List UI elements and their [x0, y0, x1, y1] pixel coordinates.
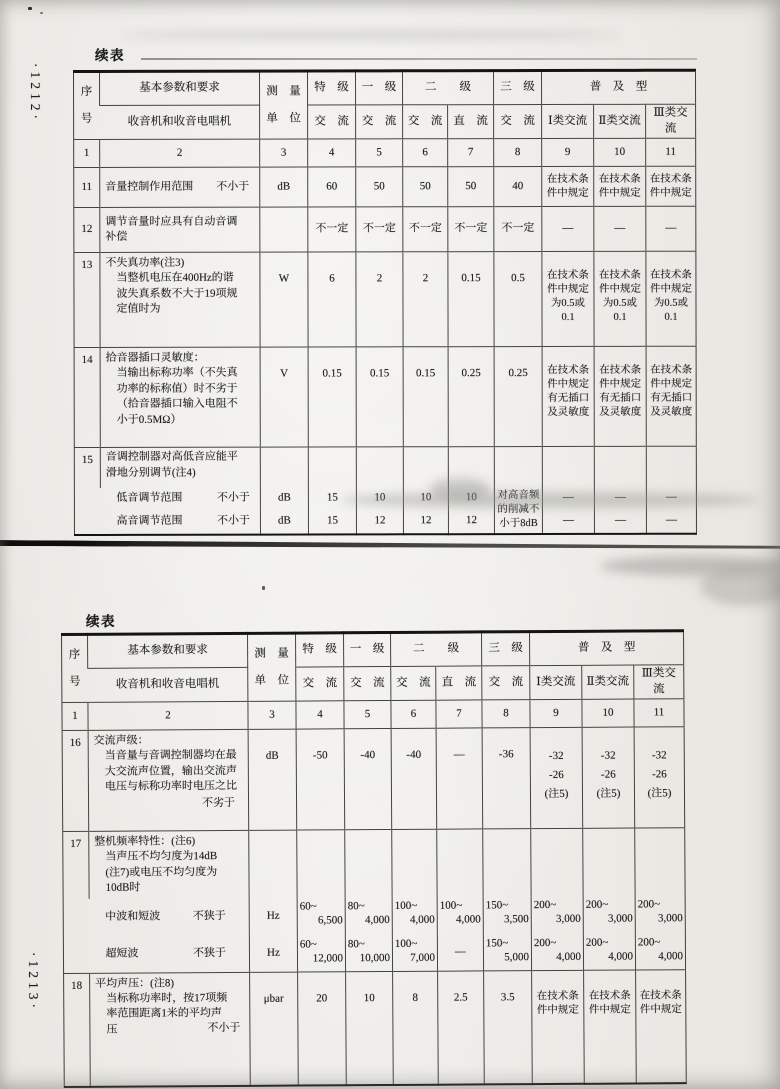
header-row-1: [74, 70, 696, 105]
popular-value-cell: -32 -26 (注5): [530, 727, 583, 828]
row-serial: 11: [74, 167, 100, 207]
table-row-17-title: [63, 828, 685, 899]
dash-cell: —: [542, 487, 594, 509]
header-grade-special: 特 级: [296, 633, 344, 667]
col-number: 3: [260, 139, 308, 167]
value-cell: 0.25: [494, 347, 542, 447]
header-unit-top: 测 量: [266, 85, 301, 98]
parameter-cell: 超短波 不狭于: [105, 946, 226, 960]
header-device-types: 收音机和收音电唱机: [100, 105, 260, 139]
tech-condition-cell: 在技术条 件中规定 有无插口 及灵敏度: [646, 346, 696, 446]
empty-cell: [635, 828, 685, 895]
empty-cell: [646, 446, 696, 487]
scan-speck: [262, 586, 265, 590]
dash-cell: —: [646, 206, 696, 251]
table-row-17-mw-sw: [63, 895, 685, 937]
range-cell: 200~ 4,000: [531, 933, 583, 970]
col-number: 4: [308, 139, 356, 167]
empty-cell: [345, 829, 392, 896]
unit-cell: Hz: [249, 897, 297, 935]
col-number: 1: [62, 702, 88, 730]
parameter-cell: 中波和短波 不狭于: [105, 909, 226, 923]
unit-cell: dB: [260, 167, 308, 207]
row-serial: 13: [74, 252, 100, 347]
header-row-2: [62, 665, 684, 703]
unit-cell: dB: [260, 488, 308, 510]
third-grade-note-cell: 对高音频 的削减不 小于8dB: [494, 487, 542, 534]
header-serial-bottom: 号: [80, 112, 93, 125]
col-number: 11: [634, 699, 684, 727]
header-class2-ac: Ⅱ类交流: [582, 665, 634, 699]
tech-condition-cell: 在技术条 件中规定 有无插口 及灵敏度: [594, 346, 646, 446]
parameter-cell: 整机频率特性：(注6) 当声压不均匀度为14dB (注7)或电压不均匀度为 10dB时: [89, 830, 249, 898]
table-row-17-usw: [63, 933, 685, 973]
value-cell: 0.15: [448, 252, 494, 347]
value-cell: 8: [393, 971, 439, 1085]
tech-condition-cell: 在技术条 件中规定: [532, 970, 585, 1084]
header-grade-third: 三 级: [482, 632, 530, 666]
header-grade-second: 二 级: [391, 632, 482, 667]
empty-cell: [356, 447, 403, 488]
empty-cell: [437, 829, 483, 896]
range-cell: 200~ 3,000: [583, 895, 635, 933]
col-number: 5: [344, 700, 391, 728]
col-number: 2: [88, 701, 248, 730]
dash-cell: —: [542, 206, 594, 251]
page-split-fold-line: [0, 540, 780, 550]
value-cell: 不一定: [494, 207, 542, 252]
header-unit-bottom: 单 位: [266, 112, 301, 125]
value-cell: 不一定: [403, 207, 448, 252]
row-serial: 18: [64, 973, 91, 1087]
table-row-11: [74, 166, 696, 207]
caption-rule: [141, 58, 697, 60]
col-number: 8: [494, 139, 542, 167]
value-cell: 6: [308, 252, 356, 347]
col-number: 6: [403, 139, 448, 167]
empty-cell: [308, 447, 356, 488]
range-cell: 200~ 4,000: [635, 933, 685, 970]
range-cell: 60~ 12,000: [297, 935, 345, 972]
header-ac: 交 流: [494, 105, 542, 139]
value-cell: 2: [356, 252, 403, 347]
header-ac: 交 流: [403, 105, 448, 139]
header-serial-top: 序: [68, 648, 81, 661]
table-row-18: [64, 969, 687, 1086]
dash-cell: —: [646, 487, 696, 509]
empty-cell: [594, 446, 646, 487]
header-device-types: 收音机和收音电唱机: [88, 667, 248, 702]
range-cell: 100~ 7,000: [392, 934, 437, 971]
header-serial-cell: [62, 634, 88, 702]
table-row-13: [74, 251, 696, 347]
value-cell: 2.5: [438, 970, 485, 1084]
value-cell: 0.15: [356, 347, 403, 447]
empty-cell: [583, 828, 635, 895]
scan-speck: [28, 7, 32, 10]
parameter-cell: 交流声级： 当音量与音调控制器均在最 大交流声位置，输出交流声 电压与标称功率时电压之比 不劣于: [88, 729, 249, 831]
range-cell: 80~ 10,000: [345, 934, 392, 971]
unit-cell: dB: [248, 729, 297, 830]
empty-cell: [403, 447, 448, 488]
row-serial: 12: [74, 207, 100, 252]
tech-condition-cell: 在技术条 件中规定: [542, 166, 594, 206]
header-unit-top: 测 量: [254, 647, 289, 660]
empty-cell: [494, 447, 542, 488]
empty-cell: [542, 446, 594, 487]
empty-cell: [531, 828, 583, 895]
header-dc: 直 流: [436, 666, 482, 700]
spec-table-rows-11-15: [73, 69, 697, 536]
page-number-left-top: ·1212·: [28, 63, 43, 123]
tech-condition-cell: 在技术条 件中规定: [584, 969, 637, 1083]
column-number-row: [62, 699, 684, 731]
tech-condition-cell: 在技术条 件中规定 有无插口 及灵敏度: [542, 346, 594, 446]
value-cell: 3.5: [484, 970, 533, 1084]
col-number: 2: [100, 139, 260, 167]
tech-condition-cell: 在技术条 件中规定 为0.5或 0.1: [542, 251, 594, 346]
header-unit-bottom: 单 位: [254, 674, 290, 687]
value-cell: 0.5: [494, 252, 542, 347]
header-dc: 直 流: [448, 105, 494, 139]
value-cell: 15: [308, 509, 356, 534]
table-row-15-bass: [74, 487, 696, 510]
header-parameters: 基本参数和要求: [100, 71, 260, 105]
header-ac: 交 流: [308, 105, 356, 139]
header-grade-popular: 普 及 型: [530, 631, 684, 666]
empty-cell: [260, 447, 308, 488]
header-serial-bottom: 号: [69, 675, 81, 688]
value-cell: -40: [391, 728, 437, 829]
col-number: 8: [482, 700, 530, 728]
range-cell: 150~ 5,000: [483, 934, 531, 971]
col-number: 11: [646, 138, 696, 166]
header-grade-special: 特 级: [308, 71, 356, 105]
range-cell: 200~ 3,000: [531, 895, 583, 933]
col-number: 10: [594, 138, 646, 166]
parameter-cell: 平均声压：(注8) 当标称功率时，按17项频 率范围距离1米的平均声 压 不小于: [90, 972, 251, 1086]
table-row-16: [62, 727, 685, 832]
header-class3-ac: Ⅲ类交流: [646, 104, 696, 138]
unit-cell: Hz: [249, 935, 297, 972]
col-number: 5: [356, 139, 403, 167]
value-cell: 10: [356, 487, 403, 509]
row-serial: 14: [74, 347, 100, 447]
col-number: 7: [436, 700, 482, 728]
empty-cell: [392, 829, 437, 896]
col-number: 10: [582, 699, 634, 727]
col-number: 9: [530, 699, 582, 727]
value-cell: 0.15: [308, 347, 356, 447]
value-cell: 10: [448, 487, 494, 509]
empty-cell: [249, 830, 297, 897]
scan-smudge: [700, 566, 780, 606]
popular-value-cell: -32 -26 (注5): [634, 727, 685, 828]
row-serial: 17: [63, 831, 90, 973]
value-cell: 0.15: [403, 347, 448, 447]
table2-caption: 续表: [86, 614, 116, 629]
parameter-cell: 拾音器插口灵敏度： 当输出标称功率（不失真 功率的标称值）时不劣于 （拾音器插口输入电阻不 小于0.5MΩ）: [100, 347, 260, 447]
value-cell: —: [436, 728, 483, 829]
table1-caption: 续表: [95, 48, 125, 63]
table-row-14: [74, 346, 696, 447]
unit-cell: dB: [260, 510, 308, 535]
header-class3-ac: Ⅲ类交流: [634, 665, 684, 699]
value-cell: 12: [356, 509, 403, 534]
range-cell: 100~ 4,000: [437, 896, 483, 934]
parameter-cell: 音量控制作用范围 不小于: [100, 167, 260, 207]
parameter-cell: 音调控制器对高低音应能平 滑地分别调节(注4): [100, 447, 260, 488]
col-number: 9: [542, 138, 594, 166]
scan-smudge: [120, 30, 620, 40]
value-cell: 0.25: [448, 347, 494, 447]
header-grade-first: 一 级: [356, 71, 403, 105]
tech-condition-cell: 在技术条 件中规定: [646, 166, 696, 206]
header-row-1: [62, 631, 684, 669]
table-row-15-title: [74, 446, 696, 488]
scan-smudge: [600, 556, 780, 576]
col-number: 7: [448, 139, 494, 167]
value-cell: 10: [403, 487, 448, 509]
tech-condition-cell: 在技术条 件中规定 为0.5或 0.1: [594, 251, 646, 346]
header-parameters: 基本参数和要求: [88, 633, 248, 668]
header-unit-cell: [248, 633, 296, 701]
value-cell: 50: [448, 167, 494, 207]
value-cell: 40: [494, 167, 542, 207]
header-unit-cell: [260, 71, 308, 139]
table-row-15-treble: [74, 509, 696, 535]
empty-cell: [297, 830, 345, 897]
header-grade-second: 二 级: [403, 71, 494, 105]
value-cell: 50: [403, 167, 448, 207]
table1-wrapper: [73, 69, 697, 536]
parameter-cell: 调节音量时应具有自动音调 补偿: [100, 207, 260, 252]
table-row-12: [74, 206, 696, 252]
value-cell: 2: [403, 252, 448, 347]
spec-table-rows-16-18: [61, 629, 687, 1087]
range-cell: 200~ 3,000: [635, 895, 685, 933]
value-cell: -50: [296, 729, 345, 830]
column-number-row: [74, 138, 696, 167]
scan-speck: [40, 12, 43, 14]
range-cell: 150~ 3,500: [483, 896, 531, 934]
header-row-2: [74, 104, 696, 139]
row-serial: 15: [74, 447, 100, 535]
page-number-left-bottom: ·1213·: [26, 952, 41, 1012]
unit-cell: V: [260, 347, 308, 447]
dash-cell: —: [646, 509, 696, 534]
col-number: 1: [74, 139, 100, 167]
header-class1-ac: Ⅰ类交流: [530, 665, 582, 699]
range-cell: 80~ 4,000: [345, 896, 392, 934]
unit-cell: W: [260, 252, 308, 347]
dash-cell: —: [437, 934, 483, 971]
value-cell: 15: [308, 487, 356, 509]
empty-cell: [483, 829, 531, 896]
range-cell: 200~ 4,000: [583, 933, 635, 970]
range-cell: 100~ 4,000: [392, 896, 437, 934]
header-class2-ac: Ⅱ类交流: [594, 104, 646, 138]
dash-cell: —: [594, 487, 646, 509]
value-cell: 12: [448, 509, 494, 534]
header-grade-popular: 普 及 型: [542, 70, 696, 104]
range-cell: 60~ 6,500: [297, 897, 345, 935]
value-cell: 不一定: [448, 207, 494, 252]
header-ac: 交 流: [482, 666, 530, 700]
value-cell: 60: [308, 167, 356, 207]
value-cell: 不一定: [308, 207, 356, 252]
header-class1-ac: Ⅰ类交流: [542, 104, 594, 138]
value-cell: -36: [482, 728, 531, 829]
tech-condition-cell: 在技术条 件中规定: [636, 969, 687, 1083]
unit-cell: μbar: [250, 972, 299, 1086]
header-serial-top: 序: [80, 85, 93, 98]
header-ac: 交 流: [356, 105, 403, 139]
value-cell: 12: [403, 509, 448, 534]
tech-condition-cell: 在技术条 件中规定 为0.5或 0.1: [646, 251, 696, 346]
col-number: 3: [248, 701, 296, 729]
header-ac: 交 流: [344, 666, 391, 700]
header-grade-first: 一 级: [344, 632, 391, 666]
value-cell: 10: [346, 971, 394, 1085]
dash-cell: —: [594, 206, 646, 251]
parameter-cell: 不失真功率(注3) 当整机电压在400Hz的谐 波失真系数不大于19项规 定值时为: [100, 252, 260, 347]
col-number: 4: [296, 701, 344, 729]
popular-value-cell: -32 -26 (注5): [582, 727, 635, 828]
header-ac: 交 流: [296, 667, 344, 701]
col-number: 6: [391, 700, 436, 728]
header-grade-third: 三 级: [494, 71, 542, 105]
value-cell: 不一定: [356, 207, 403, 252]
row-serial: 16: [62, 730, 89, 831]
value-cell: 50: [356, 167, 403, 207]
unit-cell-empty: [260, 207, 308, 252]
dash-cell: —: [594, 509, 646, 534]
tech-condition-cell: 在技术条 件中规定: [594, 166, 646, 206]
header-ac: 交 流: [391, 666, 436, 700]
empty-cell: [448, 447, 494, 488]
value-cell: -40: [344, 728, 392, 829]
header-serial-cell: [74, 71, 100, 139]
table2-wrapper: [61, 629, 687, 1087]
parameter-cell: 高音调节范围 不小于: [116, 514, 250, 528]
dash-cell: —: [542, 509, 594, 534]
parameter-cell: 低音调节范围 不小于: [116, 491, 250, 505]
value-cell: 20: [298, 971, 347, 1085]
